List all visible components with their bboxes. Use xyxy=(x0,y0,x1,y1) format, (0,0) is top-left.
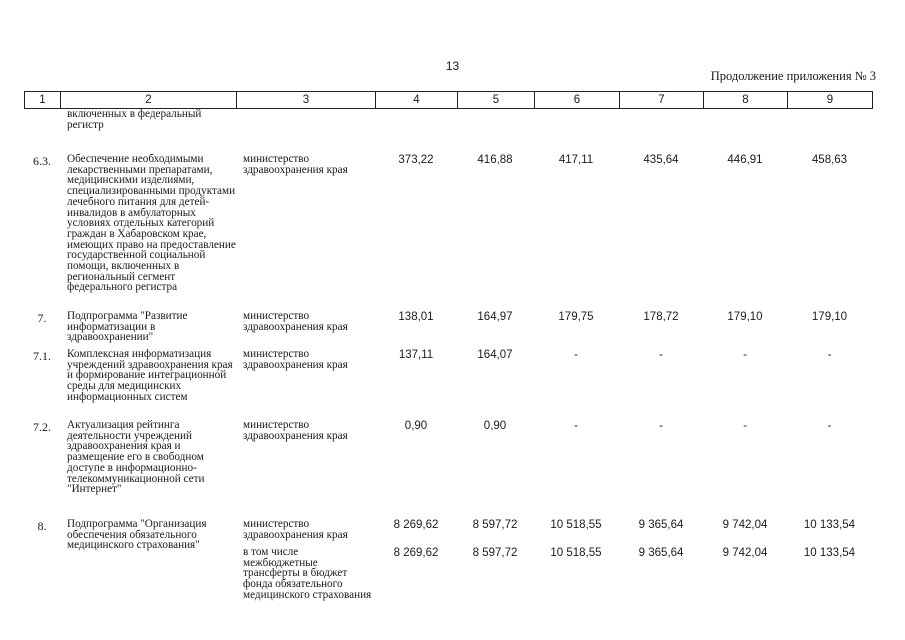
row-value-8: - xyxy=(743,349,747,361)
header-col-2: 2 xyxy=(61,92,237,109)
row-name: Подпрограмма "Организация обеспечения обязательного медицинского страхования" xyxy=(67,518,207,552)
row-value-9: 10 133,54 xyxy=(803,519,856,531)
row-executor: министерство здравоохранения края xyxy=(243,518,348,541)
row-number: 8. xyxy=(37,519,47,533)
row-name: Актуализация рейтинга деятельности учреждений здравоохранения края и размещение его в свободном доступе в информационно-телекоммуникационной сети "Интернет" xyxy=(67,419,205,496)
row-value-6: 10 518,55 xyxy=(550,547,602,559)
continuation-label: Продолжение приложения № 3 xyxy=(710,69,876,83)
row-executor: министерство здравоохранения края xyxy=(243,419,348,442)
row-value-7: 9 365,64 xyxy=(638,519,684,531)
header-col-1: 1 xyxy=(25,92,61,109)
row-executor: министерство здравоохранения края xyxy=(243,310,348,333)
row-value-4: 138,01 xyxy=(398,311,434,323)
row-value-9: - xyxy=(827,349,832,361)
row-value-5: 8 597,72 xyxy=(472,547,518,559)
row-value-6: 10 518,55 xyxy=(550,519,602,531)
row-value-5: 164,07 xyxy=(477,349,513,361)
row-value-7: 435,64 xyxy=(643,154,679,166)
row-value-5: 0,90 xyxy=(483,420,507,432)
row-value-7: 178,72 xyxy=(643,311,679,323)
header-col-4: 4 xyxy=(376,92,458,109)
row-name: Подпрограмма "Развитие информатизации в здравоохранении" xyxy=(67,310,188,344)
row-value-4: 0,90 xyxy=(404,420,428,432)
row-value-4: 8 269,62 xyxy=(393,547,439,559)
row-value-8: 9 742,04 xyxy=(722,519,768,531)
header-col-8: 8 xyxy=(704,92,788,109)
row-value-7: - xyxy=(659,420,663,432)
row-value-8: 446,91 xyxy=(727,154,763,166)
row-number: 6.3. xyxy=(33,154,51,168)
row-value-8: 179,10 xyxy=(727,311,763,323)
header-col-7: 7 xyxy=(620,92,704,109)
row-value-8: 9 742,04 xyxy=(722,547,768,559)
row-value-6: 417,11 xyxy=(558,154,594,166)
row-number: 7.2. xyxy=(33,420,51,434)
row-value-5: 8 597,72 xyxy=(472,519,518,531)
row-value-4: 8 269,62 xyxy=(393,519,439,531)
row-executor: министерство здравоохранения края xyxy=(243,153,348,176)
row-value-5: 416,88 xyxy=(477,154,513,166)
row-value-5: 164,97 xyxy=(477,311,513,323)
row-value-6: - xyxy=(574,349,578,361)
row-value-9: - xyxy=(827,420,832,432)
header-row xyxy=(25,92,873,109)
row-value-9: 458,63 xyxy=(811,154,848,166)
row-value-7: 9 365,64 xyxy=(638,547,684,559)
page-number: 13 xyxy=(445,59,460,73)
header-col-5: 5 xyxy=(458,92,535,109)
row-value-9: 10 133,54 xyxy=(803,547,856,559)
row-executor: министерство здравоохранения края xyxy=(243,348,348,371)
header-col-3: 3 xyxy=(237,92,376,109)
row-number: 7. xyxy=(37,311,47,325)
row-value-4: 373,22 xyxy=(398,154,434,166)
row-value-8: - xyxy=(743,420,747,432)
header-col-9: 9 xyxy=(788,92,873,109)
row-value-4: 137,11 xyxy=(398,349,434,361)
row-number: 7.1. xyxy=(33,349,51,363)
row-value-6: 179,75 xyxy=(558,311,594,323)
header-col-6: 6 xyxy=(535,92,620,109)
row-name: Комплексная информатизация учреждений здравоохранения края и формирование интеграционной среды для медицинских информационных систем xyxy=(67,348,233,403)
row-name: Обеспечение необходимыми лекарственными препаратами, медицинскими изделиями, специализированными продуктами лечебного питания для детей-инвалидов в амбулаторных условиях отдельных категорий граждан в Хабаровском крае, имеющих право на предоставление государственной социальной помощи, включенных в региональный сегмент федерального регистра xyxy=(67,153,236,294)
row-executor: в том числе межбюджетные трансферты в бюджет фонда обязательного медицинского страхования xyxy=(243,546,372,601)
column-header-table xyxy=(24,91,873,109)
carryover-text: включенных в федеральный регистр xyxy=(67,108,202,131)
row-value-6: - xyxy=(574,420,578,432)
row-value-9: 179,10 xyxy=(811,311,848,323)
row-value-7: - xyxy=(659,349,663,361)
